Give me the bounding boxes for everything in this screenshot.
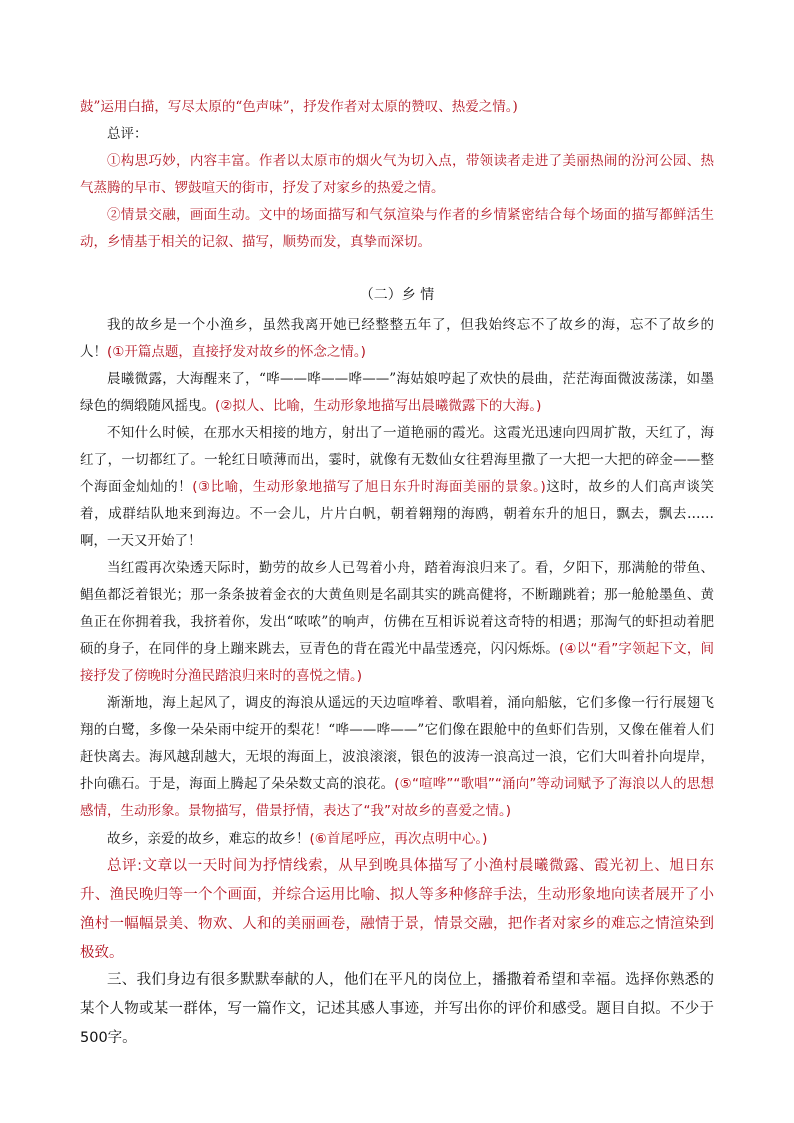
essay-paragraph-6: [80, 826, 714, 853]
annotation-3: (③比喻，生动形象地描写了旭日东升时海面美丽的景象。): [192, 479, 546, 495]
section-heading: （二）乡 情: [359, 287, 435, 303]
zongping-label: 总评：: [107, 126, 148, 142]
essay-p1-text: 我的故乡是一个小渔乡，虽然我离开她已经整整五年了，但我始终忘不了故乡的海，忘不了故乡的人！: [80, 317, 714, 360]
prev-comment-tail: 鼓”运用白描，写尽太原的“色声味”，抒发作者对太原的赞叹、热爱之情。): [80, 99, 518, 115]
comment-point-2: ②情景交融，画面生动。文中的场面描写和气氛渲染与作者的乡情紧密结合每个场面的描写都鲜活生动，乡情基于相关的记叙、描写，顺势而发，真挚而深切。: [80, 207, 714, 250]
essay-p6-text: 故乡，亲爱的故乡，难忘的故乡！: [107, 831, 310, 847]
essay-paragraph-1: [80, 312, 714, 366]
essay-summary: 总评:文章以一天时间为抒情线索，从早到晚具体描写了小渔村晨曦微露、霞光初上、旭日东升、渔民晚归等一个个画面，并综合运用比喻、拟人等多种修辞手法，生动形象地向读者展开了小渔村一幅幅景美、物欢、人和的美丽画卷，融情于景，情景交融，把作者对家乡的难忘之情渲染到极致。: [80, 858, 714, 961]
comment-point-1: ①构思巧妙，内容丰富。作者以太原市的烟火气为切入点，带领读者走进了美丽热闹的汾河公园、热气蒸腾的早市、锣鼓喧天的街市，抒发了对家乡的热爱之情。: [80, 153, 714, 196]
annotation-4: (④以“看”字领起下文，间接抒发了傍晚时分渔民踏浪归来时的喜悦之情。): [80, 641, 715, 684]
essay-p3-text-b: 这时，故乡的人们高声谈笑着，成群结队地来到海边。不一会儿，片片白帆，朝着翱翔的海鸥，朝着东升的旭日，飘去，飘去……啊，一天又开始了！: [80, 479, 715, 549]
essay-p4-text: 当红霞再次染透天际时，勤劳的故乡人已驾着小舟，踏着海浪归来了。看，夕阳下，那满舱的带鱼、鲳鱼都泛着银光；那一条条披着金衣的大黄鱼则是名副其实的跳高健将，不断蹦跳着；那一舱舱墨鱼、黄鱼正在你拥着我，我挤着你，发出“哝哝”的响声，仿佛在互相诉说着这奇特的相遇；那淘气的虾担动着肥硕的身子，在同伴的身上蹦来跳去，豆青色的背在霞光中晶莹透亮，闪闪烁烁。: [80, 560, 714, 657]
annotation-5: (⑤“喧哗”“歌唱”“涌向”等动词赋予了海浪以人的思想感情，生动形象。景物描写，借景抒情，表达了“我”对故乡的喜爱之情。): [80, 776, 714, 819]
essay-p3-text-a: 不知什么时候，在那水天相接的地方，射出了一道艳丽的霞光。这霞光迅速向四周扩散，天红了，海红了，一切都红了。一轮红日喷薄而出，霎时，就像有无数仙女往碧海里撒了一大把一大把的碎金——整个海面金灿灿的！: [80, 425, 714, 495]
essay-paragraph-3: [80, 420, 714, 555]
annotation-1: (①开篇点题，直接抒发对故乡的怀念之情。): [107, 344, 366, 360]
essay-p5-text: 渐渐地，海上起风了，调皮的海浪从遥远的天边喧哗着、歌唱着，涌向船舷，它们多像一行行展翅飞翔的白鹭，多像一朵朵雨中绽开的梨花！“哗——哗——”它们像在跟舱中的鱼虾们告别，又像在催着人们赶快离去。海风越刮越大，无垠的海面上，波浪滚滚，银色的波涛一浪高过一浪，它们大叫着扑向堤岸，扑向礁石。于是，海面上腾起了朵朵数丈高的浪花。: [80, 695, 714, 792]
essay-paragraph-2: [80, 366, 714, 420]
annotation-6: (⑥首尾呼应，再次点明中心。): [309, 831, 488, 847]
essay-paragraph-5: [80, 690, 714, 825]
essay-paragraph-4: [80, 555, 714, 690]
essay-p2-text: 晨曦微露，大海醒来了，“哗——哗——哗——”海姑娘哼起了欢快的晨曲，茫茫海面微波荡漾，如墨绿色的绸缎随风摇曳。: [80, 371, 714, 414]
writing-task: 三、我们身边有很多默默奉献的人，他们在平凡的岗位上，播撒着希望和幸福。选择你熟悉的某个人物或某一群体，写一篇作文，记述其感人事迹，并写出你的评价和感受。题目自拟。不少于 500字。: [80, 972, 714, 1046]
annotation-2: (②拟人、比喻，生动形象地描写出晨曦微露下的大海。): [215, 398, 542, 414]
